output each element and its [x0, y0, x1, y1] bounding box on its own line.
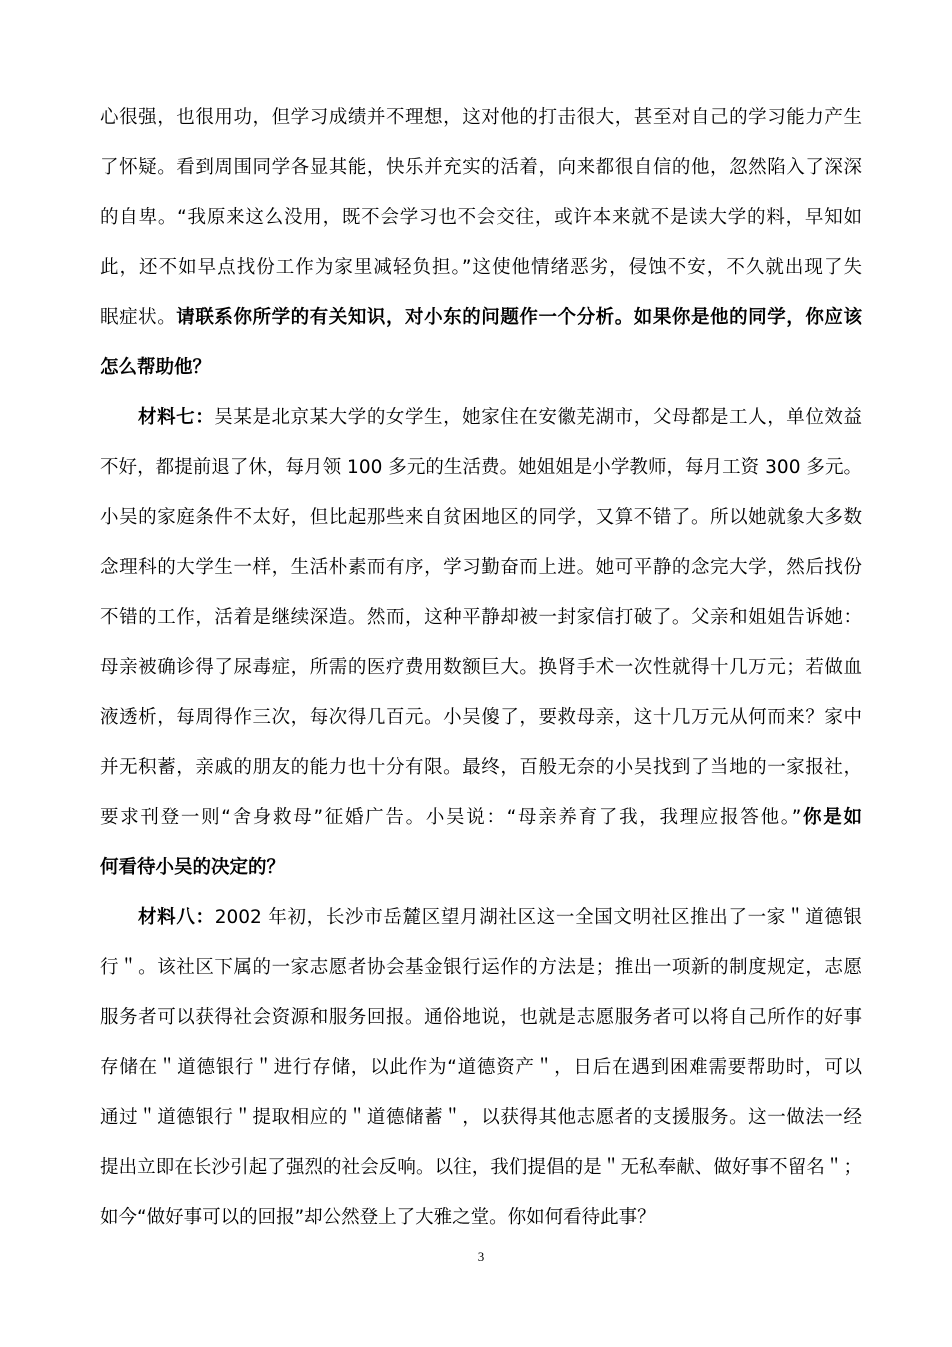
paragraph-xiaodong-case [100, 93, 862, 393]
text-line [100, 1143, 862, 1193]
bold-text-run: 你是如 [801, 807, 862, 828]
text-run: 心很强，也很用功，但学习成绩并不理想，这对他的打击很大，甚至对自己的学习能力产生 [100, 107, 862, 128]
text-line [100, 93, 862, 143]
bold-text-run: 材料八： [138, 907, 215, 928]
text-run: 行＂。该社区下属的一家志愿者协会基金银行运作的方法是；推出一项新的制度规定，志愿 [100, 957, 862, 978]
text-line [100, 543, 862, 593]
text-run: 通过＂道德银行＂提取相应的＂道德储蓄＂，以获得其他志愿者的支援服务。这一做法一经 [100, 1107, 862, 1128]
text-run: 服务者可以获得社会资源和服务回报。通俗地说，也就是志愿服务者可以将自己所作的好事 [100, 1007, 862, 1028]
text-line [100, 743, 862, 793]
text-line [100, 143, 862, 193]
bold-text-run: 材料七： [138, 407, 215, 428]
text-line [100, 1043, 862, 1093]
text-line [100, 893, 862, 943]
text-line [100, 393, 862, 443]
paragraph-material-7 [100, 393, 862, 893]
text-run: 不错的工作，活着是继续深造。然而，这种平静却被一封家信打破了。父亲和姐姐告诉她： [100, 607, 862, 628]
bold-text-run: 何看待小吴的决定的？ [100, 857, 286, 878]
text-line [100, 793, 862, 843]
text-line [100, 243, 862, 293]
text-run: 并无积蓄，亲戚的朋友的能力也十分有限。最终，百般无奈的小吴找到了当地的一家报社， [100, 757, 862, 778]
text-run: 存储在＂道德银行＂进行存储，以此作为“道德资产＂，日后在遇到困难需要帮助时，可以 [100, 1057, 862, 1078]
text-run: 液透析，每周得作三次，每次得几百元。小吴傻了，要救母亲，这十几万元从何而来？家中 [100, 707, 862, 728]
text-line [100, 493, 862, 543]
text-run: 小吴的家庭条件不太好，但比起那些来自贫困地区的同学，又算不错了。所以她就象大多数 [100, 507, 862, 528]
text-line [100, 1193, 862, 1243]
text-line [100, 993, 862, 1043]
text-run: 眠症状。 [100, 307, 177, 328]
text-run: 2002 年初，长沙市岳麓区望月湖社区这一全国文明社区推出了一家＂道德银 [214, 907, 862, 928]
text-run: 此，还不如早点找份工作为家里减轻负担。”这使他情绪恶劣，侵蚀不安，不久就出现了失 [100, 257, 862, 278]
text-line [100, 1093, 862, 1143]
text-run: 不好，都提前退了休，每月领 100 多元的生活费。她姐姐是小学教师，每月工资 300 多元。 [100, 457, 862, 478]
text-run: 提出立即在长沙引起了强烈的社会反响。以往，我们提倡的是＂无私奉献、做好事不留名＂； [100, 1157, 862, 1178]
page-number: 3 [477, 1249, 485, 1264]
text-line [100, 343, 862, 393]
text-line [100, 693, 862, 743]
text-line [100, 843, 862, 893]
text-run: 要求刊登一则“舍身救母”征婚广告。小吴说：“母亲养育了我，我理应报答他。” [100, 807, 802, 828]
paragraph-material-8 [100, 893, 862, 1243]
text-run: 念理科的大学生一样，生活朴素而有序，学习勤奋而上进。她可平静的念完大学，然后找份 [100, 557, 862, 578]
text-run: 的自卑。“我原来这么没用，既不会学习也不会交往，或许本来就不是读大学的料，早知如 [100, 207, 862, 228]
text-line [100, 643, 862, 693]
text-line [100, 593, 862, 643]
text-run: 吴某是北京某大学的女学生，她家住在安徽芜湖市，父母都是工人，单位效益 [214, 407, 862, 428]
bold-text-run: 请联系你所学的有关知识，对小东的问题作一个分析。如果你是他的同学，你应该 [176, 307, 862, 328]
bold-text-run: 怎么帮助他？ [100, 357, 212, 378]
text-line [100, 293, 862, 343]
text-run: 了怀疑。看到周围同学各显其能，快乐并充实的活着，向来都很自信的他，忽然陷入了深深 [100, 157, 862, 178]
document-body [100, 93, 862, 1243]
text-line [100, 943, 862, 993]
text-line [100, 193, 862, 243]
text-run: 母亲被确诊得了尿毒症，所需的医疗费用数额巨大。换肾手术一次性就得十几万元；若做血 [100, 657, 862, 678]
text-run: 如今“做好事可以的回报”却公然登上了大雅之堂。你如何看待此事？ [100, 1207, 656, 1228]
text-line [100, 443, 862, 493]
